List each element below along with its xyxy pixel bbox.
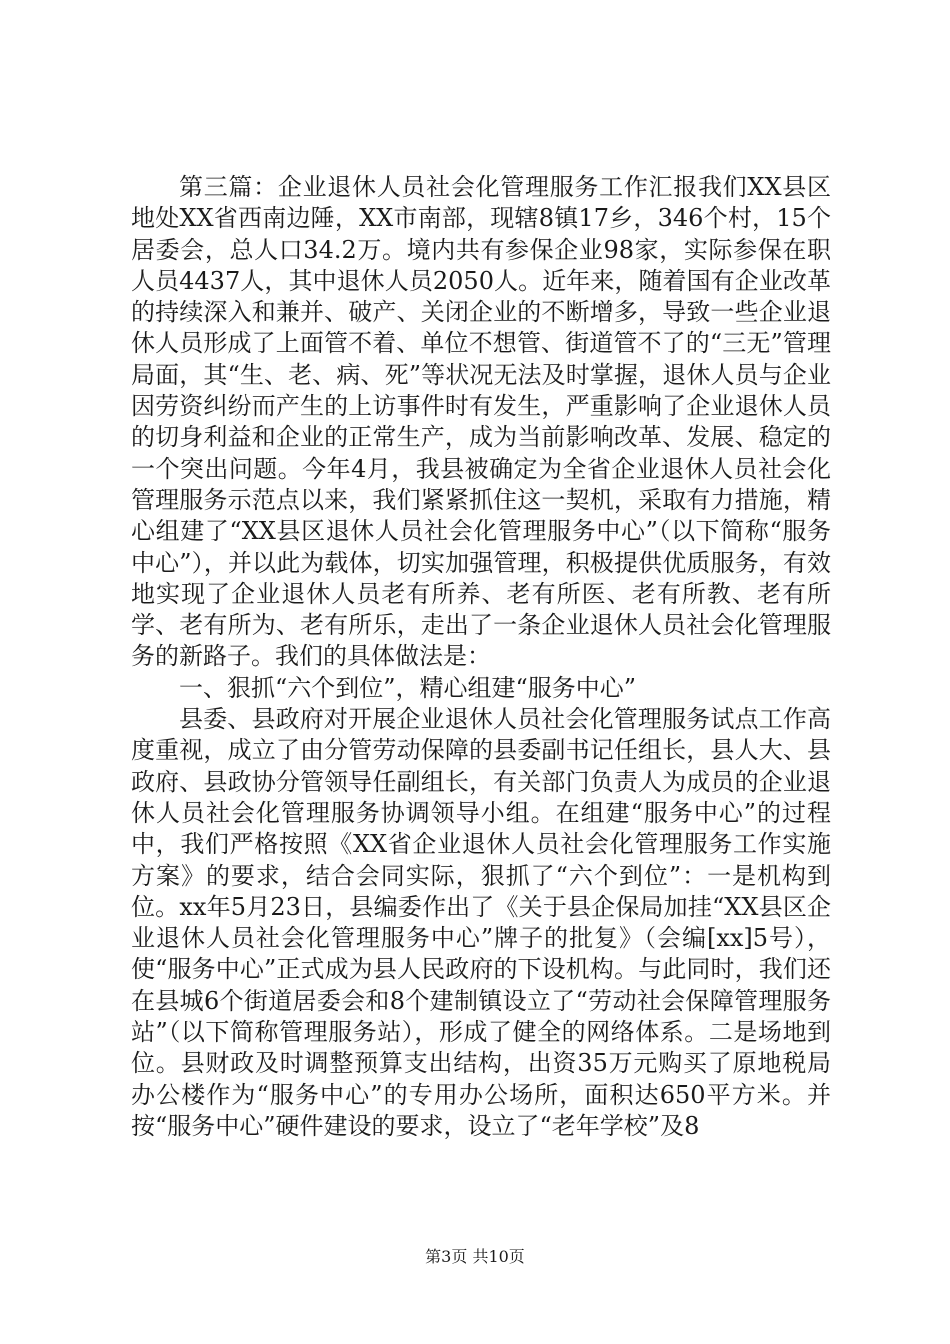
section-heading: 一、狠抓“六个到位”，精心组建“服务中心” — [179, 673, 637, 702]
paragraph-intro: 第三篇：企业退休人员社会化管理服务工作汇报我们XX县区地处XX省西南边陲，XX市南部，现辖8镇17乡，346个村，15个居委会，总人口34.2万。境内共有参保企业98家，实际参保在职人员4437人，其中退休人员2050人。近年来，随着国有企业改革的持续深入和兼并、破产、关闭企业的不断增多，导致一些企业退休人员形成了上面管不着、单位不想管、街道管不了的“三无”管理局面，其“生、老、病、死”等状况无法及时掌握，退休人员与企业因劳资纠纷而产生的上访事件时有发生，严重影响了企业退休人员的切身利益和企业的正常生产，成为当前影响改革、发展、稳定的一个突出问题。今年4月，我县被确定为全省企业退休人员社会化管理服务示范点以来，我们紧紧抓住这一契机，采取有力措施，精心组建了“XX县区退休人员社会化管理服务中心”（以下简称“服务中心”），并以此为载体，切实加强管理，积极提供优质服务，有效地实现了企业退休人员老有所养、老有所医、老有所教、老有所学、老有所为、老有所乐，走出了一条企业退休人员社会化管理服务的新路子。我们的具体做法是： — [131, 173, 831, 671]
page-footer: 第3页 共10页 — [425, 1247, 525, 1266]
paragraph-section-one: 县委、县政府对开展企业退休人员社会化管理服务试点工作高度重视，成立了由分管劳动保障的县委副书记任组长，县人大、县政府、县政协分管领导任副组长，有关部门负责人为成员的企业退休人员社会化管理服务协调领导小组。在组建“服务中心”的过程中，我们严格按照《XX省企业退休人员社会化管理服务工作实施方案》的要求，结合会同实际，狠抓了“六个到位”：一是机构到位。xx年5月23日，县编委作出了《关于县企保局加挂“XX县区企业退休人员社会化管理服务中心”牌子的批复》（会编[xx]5号），使“服务中心”正式成为县人民政府的下设机构。与此同时，我们还在县城6个街道居委会和8个建制镇设立了“劳动社会保障管理服务站”（以下简称管理服务站），形成了健全的网络体系。二是场地到位。县财政及时调整预算支出结构，出资35万元购买了原地税局办公楼作为“服务中心”的专用办公场所，面积达650平方米。并按“服务中心”硬件建设的要求，设立了“老年学校”及8 — [131, 705, 831, 1140]
document-body — [131, 172, 831, 1142]
